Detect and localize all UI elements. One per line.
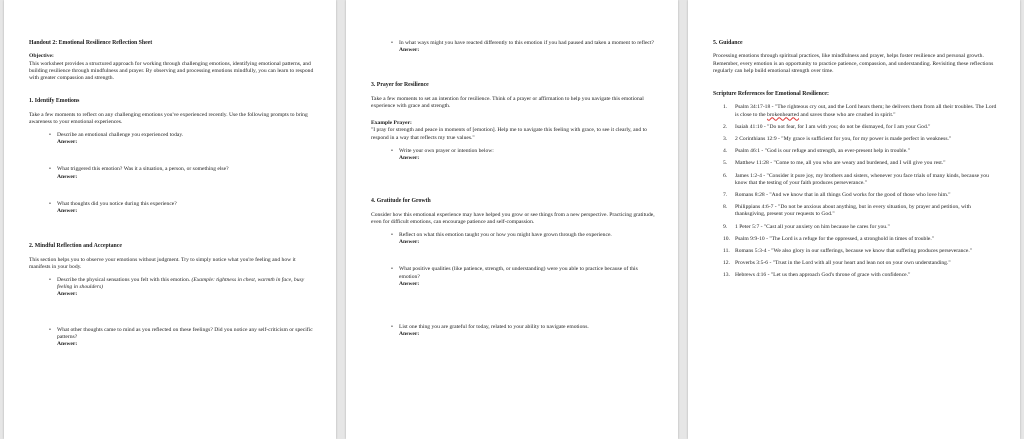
answer-label[interactable]: Answer: bbox=[57, 291, 78, 298]
list-number: 12. bbox=[723, 260, 730, 267]
answer-label[interactable]: Answer: bbox=[57, 173, 78, 180]
section-4-questions-2 bbox=[371, 266, 656, 288]
list-number: 4. bbox=[723, 148, 728, 155]
question-item bbox=[49, 277, 314, 299]
section-1-questions-3 bbox=[29, 201, 314, 215]
section-1-questions bbox=[29, 132, 314, 146]
question-item bbox=[391, 40, 656, 54]
question-text: What positive qualities (like patience, strength, or understanding) were you able to practice because of this emotion? bbox=[399, 266, 638, 280]
section-2-intro: This section helps you to observe your emotions without judgment. Try to simply notice what you're feeling and how it manifests in your body. bbox=[29, 256, 296, 270]
answer-label[interactable]: Answer: bbox=[57, 208, 78, 215]
section-4-questions-3 bbox=[371, 324, 656, 338]
list-number: 9. bbox=[723, 223, 728, 230]
scripture-reference-item bbox=[723, 104, 998, 118]
question-text: List one thing you are grateful for today, related to your ability to navigate emotions. bbox=[399, 324, 589, 331]
question-text: What other thoughts came to mind as you reflected on these feelings? Did you notice any self-criticism or specific patterns? bbox=[57, 326, 313, 340]
list-number: 11. bbox=[723, 248, 730, 255]
answer-label[interactable]: Answer: bbox=[57, 341, 78, 348]
example-prayer-label: Example Prayer: bbox=[371, 120, 412, 127]
reference-text: Isaiah 41:10 - "Do not fear, for I am with you; do not be dismayed, for I am your God." bbox=[735, 123, 931, 130]
question-text: In what ways might you have reacted differently to this emotion if you had paused and taken a moment to reflect? bbox=[399, 40, 654, 46]
objective-label: Objective: bbox=[29, 53, 54, 60]
reference-text: Psalm 34:17-18 - "The righteous cry out, and the Lord hears them; he delivers them from all their troubles. The Lord is close to the bbox=[735, 104, 997, 118]
section-4-intro: Consider how this emotional experience may have helped you grow or see things from a new perspective. Practicing gratitude, even for difficult emotions, can encourage patience and self-compassion. bbox=[371, 211, 655, 225]
list-number: 8. bbox=[723, 204, 728, 211]
document-page-3[interactable] bbox=[688, 0, 1020, 439]
section-1-questions-2 bbox=[29, 166, 314, 180]
scripture-reference-item bbox=[723, 148, 998, 155]
reference-text: Psalm 9:9-10 - "The Lord is a refuge for the oppressed, a stronghold in times of trouble." bbox=[735, 235, 935, 242]
reference-text: Proverbs 3:5-6 - "Trust in the Lord with all your heart and lean not on your own understanding." bbox=[735, 260, 951, 267]
scripture-reference-item bbox=[723, 123, 998, 131]
section-2-questions-2 bbox=[29, 327, 314, 349]
document-page-2[interactable] bbox=[346, 0, 678, 439]
list-number: 2. bbox=[723, 123, 728, 130]
reference-text-continued: and saves those who are crushed in spirit." bbox=[799, 111, 896, 118]
reference-text: 2 Corinthians 12:9 - "My grace is sufficient for you, for my power is made perfect in weakness." bbox=[735, 136, 952, 143]
list-number: 7. bbox=[723, 192, 728, 199]
section-2-heading: 2. Mindful Reflection and Acceptance bbox=[29, 243, 122, 250]
question-text: What triggered this emotion? Was it a situation, a person, or something else? bbox=[57, 166, 229, 173]
section-1-heading: 1. Identify Emotions bbox=[29, 98, 80, 105]
reference-text: 1 Peter 5:7 - "Cast all your anxiety on him because he cares for you." bbox=[735, 223, 890, 230]
question-text: Describe the physical sensations you felt with this emotion. bbox=[57, 277, 191, 284]
question-example: (Example: tightness in chest, warmth in face, busy feeling in shoulders) bbox=[57, 277, 305, 291]
question-item bbox=[49, 201, 314, 215]
question-item bbox=[49, 166, 314, 180]
scripture-reference-item bbox=[723, 172, 998, 187]
scripture-reference-item bbox=[723, 160, 998, 167]
answer-label[interactable]: Answer: bbox=[399, 155, 420, 162]
section-4-questions bbox=[371, 232, 656, 246]
answer-label[interactable]: Answer: bbox=[399, 280, 420, 287]
question-text: Describe an emotional challenge you experienced today. bbox=[57, 132, 184, 139]
question-item bbox=[391, 266, 656, 288]
section-3-questions bbox=[371, 148, 656, 162]
list-number: 1. bbox=[723, 104, 728, 111]
scripture-references-list bbox=[713, 104, 998, 279]
reference-text: Romans 5:3-4 - "We also glory in our sufferings, because we know that suffering produces perseverance." bbox=[735, 248, 973, 255]
section-2-questions bbox=[29, 277, 314, 299]
scripture-reference-item bbox=[723, 136, 998, 143]
answer-label[interactable]: Answer: bbox=[399, 47, 420, 54]
question-text: Write your own prayer or intention below: bbox=[399, 147, 494, 154]
list-number: 5. bbox=[723, 160, 728, 167]
answer-label[interactable]: Answer: bbox=[399, 239, 420, 246]
carryover-question bbox=[371, 40, 656, 54]
scripture-reference-item bbox=[723, 223, 998, 231]
reference-text: Hebrews 4:16 - "Let us then approach God's throne of grace with confidence." bbox=[735, 272, 911, 279]
question-item bbox=[391, 324, 656, 338]
document-page-1[interactable] bbox=[4, 0, 336, 439]
scripture-reference-item bbox=[723, 235, 998, 243]
spellcheck-flagged-word[interactable]: brokenhearted bbox=[767, 111, 800, 118]
section-3-heading: 3. Prayer for Resilience bbox=[371, 82, 429, 89]
reference-text: Philippians 4:6-7 - "Do not be anxious about anything, but in every situation, by prayer and petition, with thanksgiving, present your requests to God." bbox=[735, 204, 971, 218]
question-item bbox=[391, 232, 656, 246]
answer-label[interactable]: Answer: bbox=[399, 331, 420, 338]
reference-text: Psalm 46:1 - "God is our refuge and strength, an ever-present help in trouble." bbox=[735, 148, 910, 155]
question-text: What thoughts did you notice during this experience? bbox=[57, 200, 177, 207]
reference-text: James 1:2-4 - "Consider it pure joy, my brothers and sisters, whenever you face trials of many kinds, because you know that the testing of your faith produces perseverance." bbox=[735, 172, 989, 186]
list-number: 10. bbox=[723, 235, 730, 242]
question-text: Reflect on what this emotion taught you or how you might have grown through the experience. bbox=[399, 232, 612, 239]
list-number: 3. bbox=[723, 136, 728, 143]
reference-text: Romans 8:28 - "And we know that in all things God works for the good of those who love him." bbox=[735, 192, 951, 199]
scripture-reference-item bbox=[723, 260, 998, 267]
objective-text: This worksheet provides a structured approach for working through challenging emotions, identifying emotional patterns, and building resilience through mindfulness and prayer. By observing and processing emotions mindfully, you can learn to respond with greater compassion and strength. bbox=[29, 60, 314, 82]
scripture-reference-item bbox=[723, 204, 998, 218]
section-4-heading: 4. Gratitude for Growth bbox=[371, 198, 431, 205]
example-prayer-text: "I pray for strength and peace in moments of [emotion]. Help me to navigate this feeling with grace, to see it clearly, and to respond in a way that reflects my true values." bbox=[371, 127, 647, 141]
document-title: Handout 2: Emotional Resilience Reflection Sheet bbox=[29, 40, 153, 46]
question-item bbox=[391, 148, 656, 162]
section-5-heading: 5. Guidance bbox=[713, 40, 743, 46]
list-number: 6. bbox=[723, 172, 728, 179]
scripture-reference-item bbox=[723, 192, 998, 199]
question-item bbox=[49, 327, 314, 349]
answer-label[interactable]: Answer: bbox=[57, 139, 78, 146]
scripture-reference-item bbox=[723, 272, 998, 279]
question-item bbox=[49, 132, 314, 146]
section-3-intro: Take a few moments to set an intention for resilience. Think of a prayer or affirmation to help you navigate this emotional experience with grace and strength. bbox=[371, 95, 644, 110]
list-number: 13. bbox=[723, 272, 730, 279]
scripture-references-heading: Scripture References for Emotional Resilience: bbox=[713, 91, 829, 98]
scripture-reference-item bbox=[723, 248, 998, 255]
section-1-intro: Take a few moments to reflect on any challenging emotions you've experienced recently. Use the following prompts to bring awareness to your emotional experiences. bbox=[29, 111, 308, 125]
section-5-text: Processing emotions through spiritual practices, like mindfulness and prayer, helps foster resilience and personal growth. Remember, every emotion is an opportunity to practice patience, compassion, and understanding. Revisiting these reflections regularly can help build emotional strength over time. bbox=[713, 53, 994, 74]
reference-text: Matthew 11:28 - "Come to me, all you who are weary and burdened, and I will give you rest." bbox=[735, 160, 946, 167]
